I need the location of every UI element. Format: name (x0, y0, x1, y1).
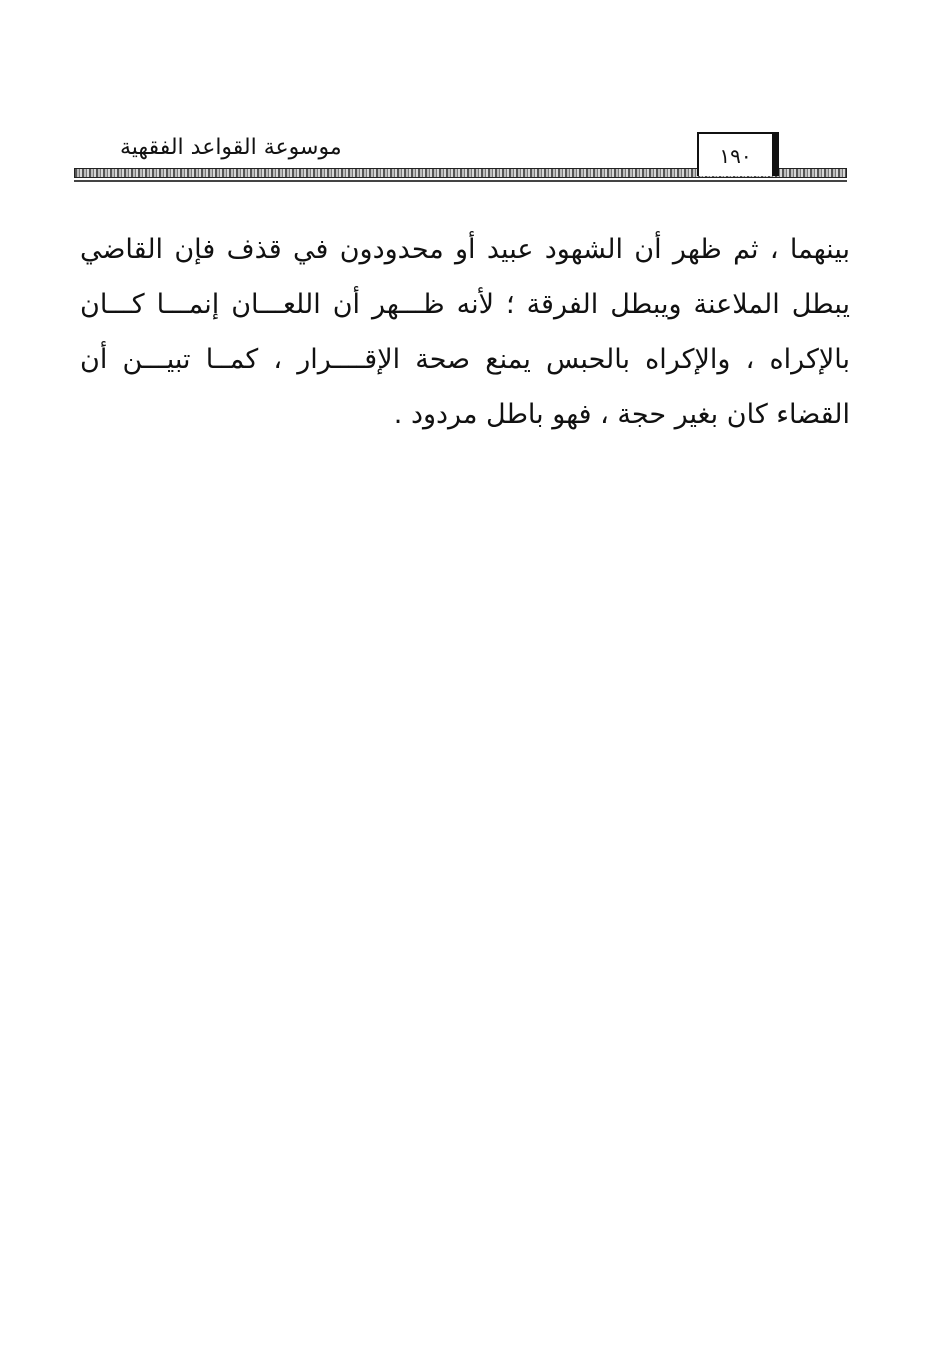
text-line: بينهما ، ثم ظهر أن الشهود عبيد أو محدودون في قذف فإن القاضي (80, 234, 850, 265)
text-line: القضاء كان بغير حجة ، فهو باطل مردود . (393, 399, 850, 430)
running-title: موسوعة القواعد الفقهية (120, 135, 342, 160)
header-rule-thin (74, 180, 847, 182)
text-line: بالإكراه ، والإكراه بالحبس يمنع صحة الإقــــرار ، كمــا تبيـــن أن (80, 344, 850, 375)
text-line: يبطل الملاعنة ويبطل الفرقة ؛ لأنه ظـــهر أن اللعـــان إنمـــا كـــان (80, 289, 850, 320)
page-number: ١٩٠ (697, 132, 779, 176)
body-paragraph (80, 222, 850, 442)
